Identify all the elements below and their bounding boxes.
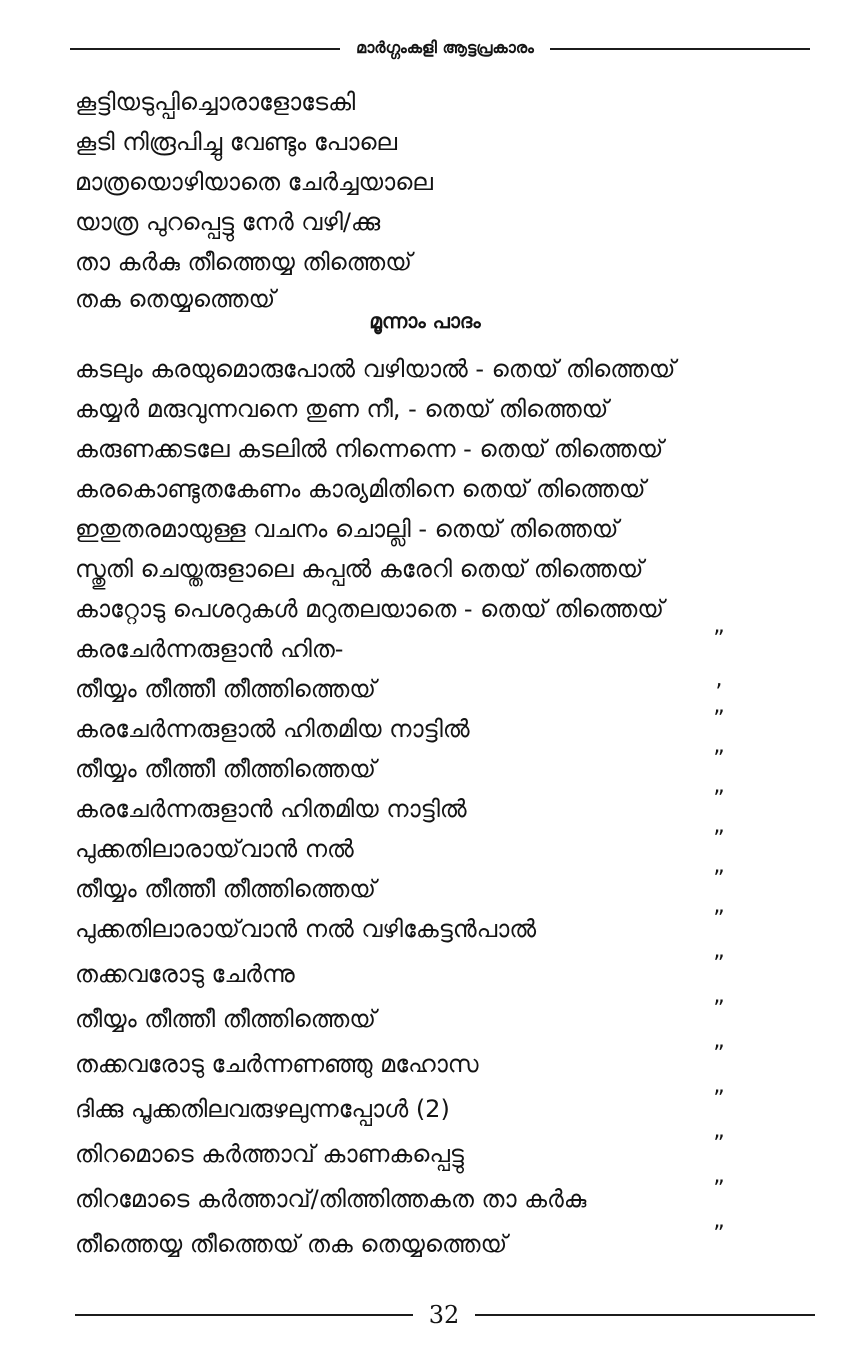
ditto-mark: ” [713,1132,725,1157]
verse-line: തിറമോടെ കർത്താവ്/തിത്തിത്തകത താ കർകു [75,1185,587,1213]
verse-line: പുക്കതിലാരായ്‌വാൻ നൽ [75,835,354,863]
intro-line: കൂട്ടിയടുപ്പിച്ചൊരാളോടേകി [75,88,356,116]
verse-line: ദിക്കു പൂക്കതിലവരുഴലുന്നപ്പോൾ (2) [75,1095,450,1123]
ditto-mark: ” [713,787,725,812]
verse-line: തീയ്യം തീത്തീ തീത്തിത്തെയ് [75,875,376,903]
footer-rule-left [75,1314,413,1316]
ditto-mark: ” [713,1087,725,1112]
verse-line: തീയ്യം തീത്തീ തീത്തിത്തെയ് [75,675,376,703]
verse-line: കരകൊണ്ടുതകേണം കാര്യമിതിനെ തെയ് തിത്തെയ് [75,475,646,503]
ditto-mark: ” [713,952,725,977]
header-rule-left [70,48,340,50]
verse-line: തിറമൊടെ കർത്താവ് കാണകപ്പെട്ടു [75,1140,464,1168]
ditto-mark: ” [713,747,725,772]
intro-line: കൂടി നിരൂപിച്ചു വേണ്ടും പോലെ [75,128,397,156]
page-footer [75,1297,815,1333]
verse-line: കാറ്റോടു പെശറുകൾ മറുതലയാതെ - തെയ് തിത്തെയ് [75,595,664,623]
verse-line: കരചേർന്നരുളാൻ ഹിത- [75,635,344,663]
footer-rule-right [475,1314,815,1316]
ditto-mark: ” [713,1222,725,1247]
ditto-mark: ” [713,1177,725,1202]
running-header-title: മാർഗ്ഗംകളി ആട്ടപ്രകാരം [356,38,534,57]
verse-line: കരചേർന്നരുളാൽ ഹിതമിയ നാട്ടിൽ [75,715,470,743]
ditto-mark: , [715,667,723,692]
verse-line: തക്കവരോടു ചേർന്നു [75,960,295,988]
verse-line: കടലും കരയുമൊരുപോൽ വഴിയാൽ - തെയ് തിത്തെയ് [75,355,676,383]
ditto-mark: ” [713,997,725,1022]
ditto-mark: ” [713,867,725,892]
section-title: മൂന്നാം പാദം [369,309,481,333]
ditto-mark: ” [713,1042,725,1067]
header-rule-right [550,48,810,50]
verse-line: തീയ്യം തീത്തീ തീത്തിത്തെയ് [75,1005,376,1033]
intro-line: തക തെയ്യത്തെയ് [75,285,276,313]
intro-line: മാത്രയൊഴിയാതെ ചേർച്ചയാലെ [75,168,433,196]
ditto-mark: ” [713,627,725,652]
page-number: 32 [428,1301,460,1329]
verse-line: കരചേർന്നരുളാൻ ഹിതമിയ നാട്ടിൽ [75,795,467,823]
running-header [70,34,810,62]
intro-line: താ കർകു തീത്തെയ്യ തിത്തെയ് [75,248,412,276]
intro-line: യാത്ര പുറപ്പെട്ടു നേർ വഴി/ക്കു [75,208,381,236]
ditto-mark: ” [713,707,725,732]
verse-line: പുക്കതിലാരായ്‌വാൻ നൽ വഴികേട്ടൻപാൽ [75,915,537,943]
verse-line: തീത്തെയ്യ തീത്തെയ് തക തെയ്യത്തെയ് [75,1230,508,1258]
ditto-mark: ” [713,827,725,852]
verse-line: തക്കവരോടു ചേർന്നണഞ്ഞു മഹോസ [75,1050,479,1078]
verse-line: തീയ്യം തീത്തീ തീത്തിത്തെയ് [75,755,376,783]
verse-line: ഇതുതരമായുള്ള വചനം ചൊല്ലി - തെയ് തിത്തെയ് [75,515,619,543]
verse-line: കരുണക്കടലേ കടലിൽ നിന്നെന്നെ - തെയ് തിത്തെയ് [75,435,664,463]
ditto-mark: ” [713,907,725,932]
verse-line: കയ്യർ മരുവുന്നവനെ തുണ നീ, - തെയ് തിത്തെയ് [75,395,609,423]
verse-line: സ്തുതി ചെയ്തരുളാലെ കപ്പൽ കരേറി തെയ് തിത്തെയ് [75,555,644,583]
